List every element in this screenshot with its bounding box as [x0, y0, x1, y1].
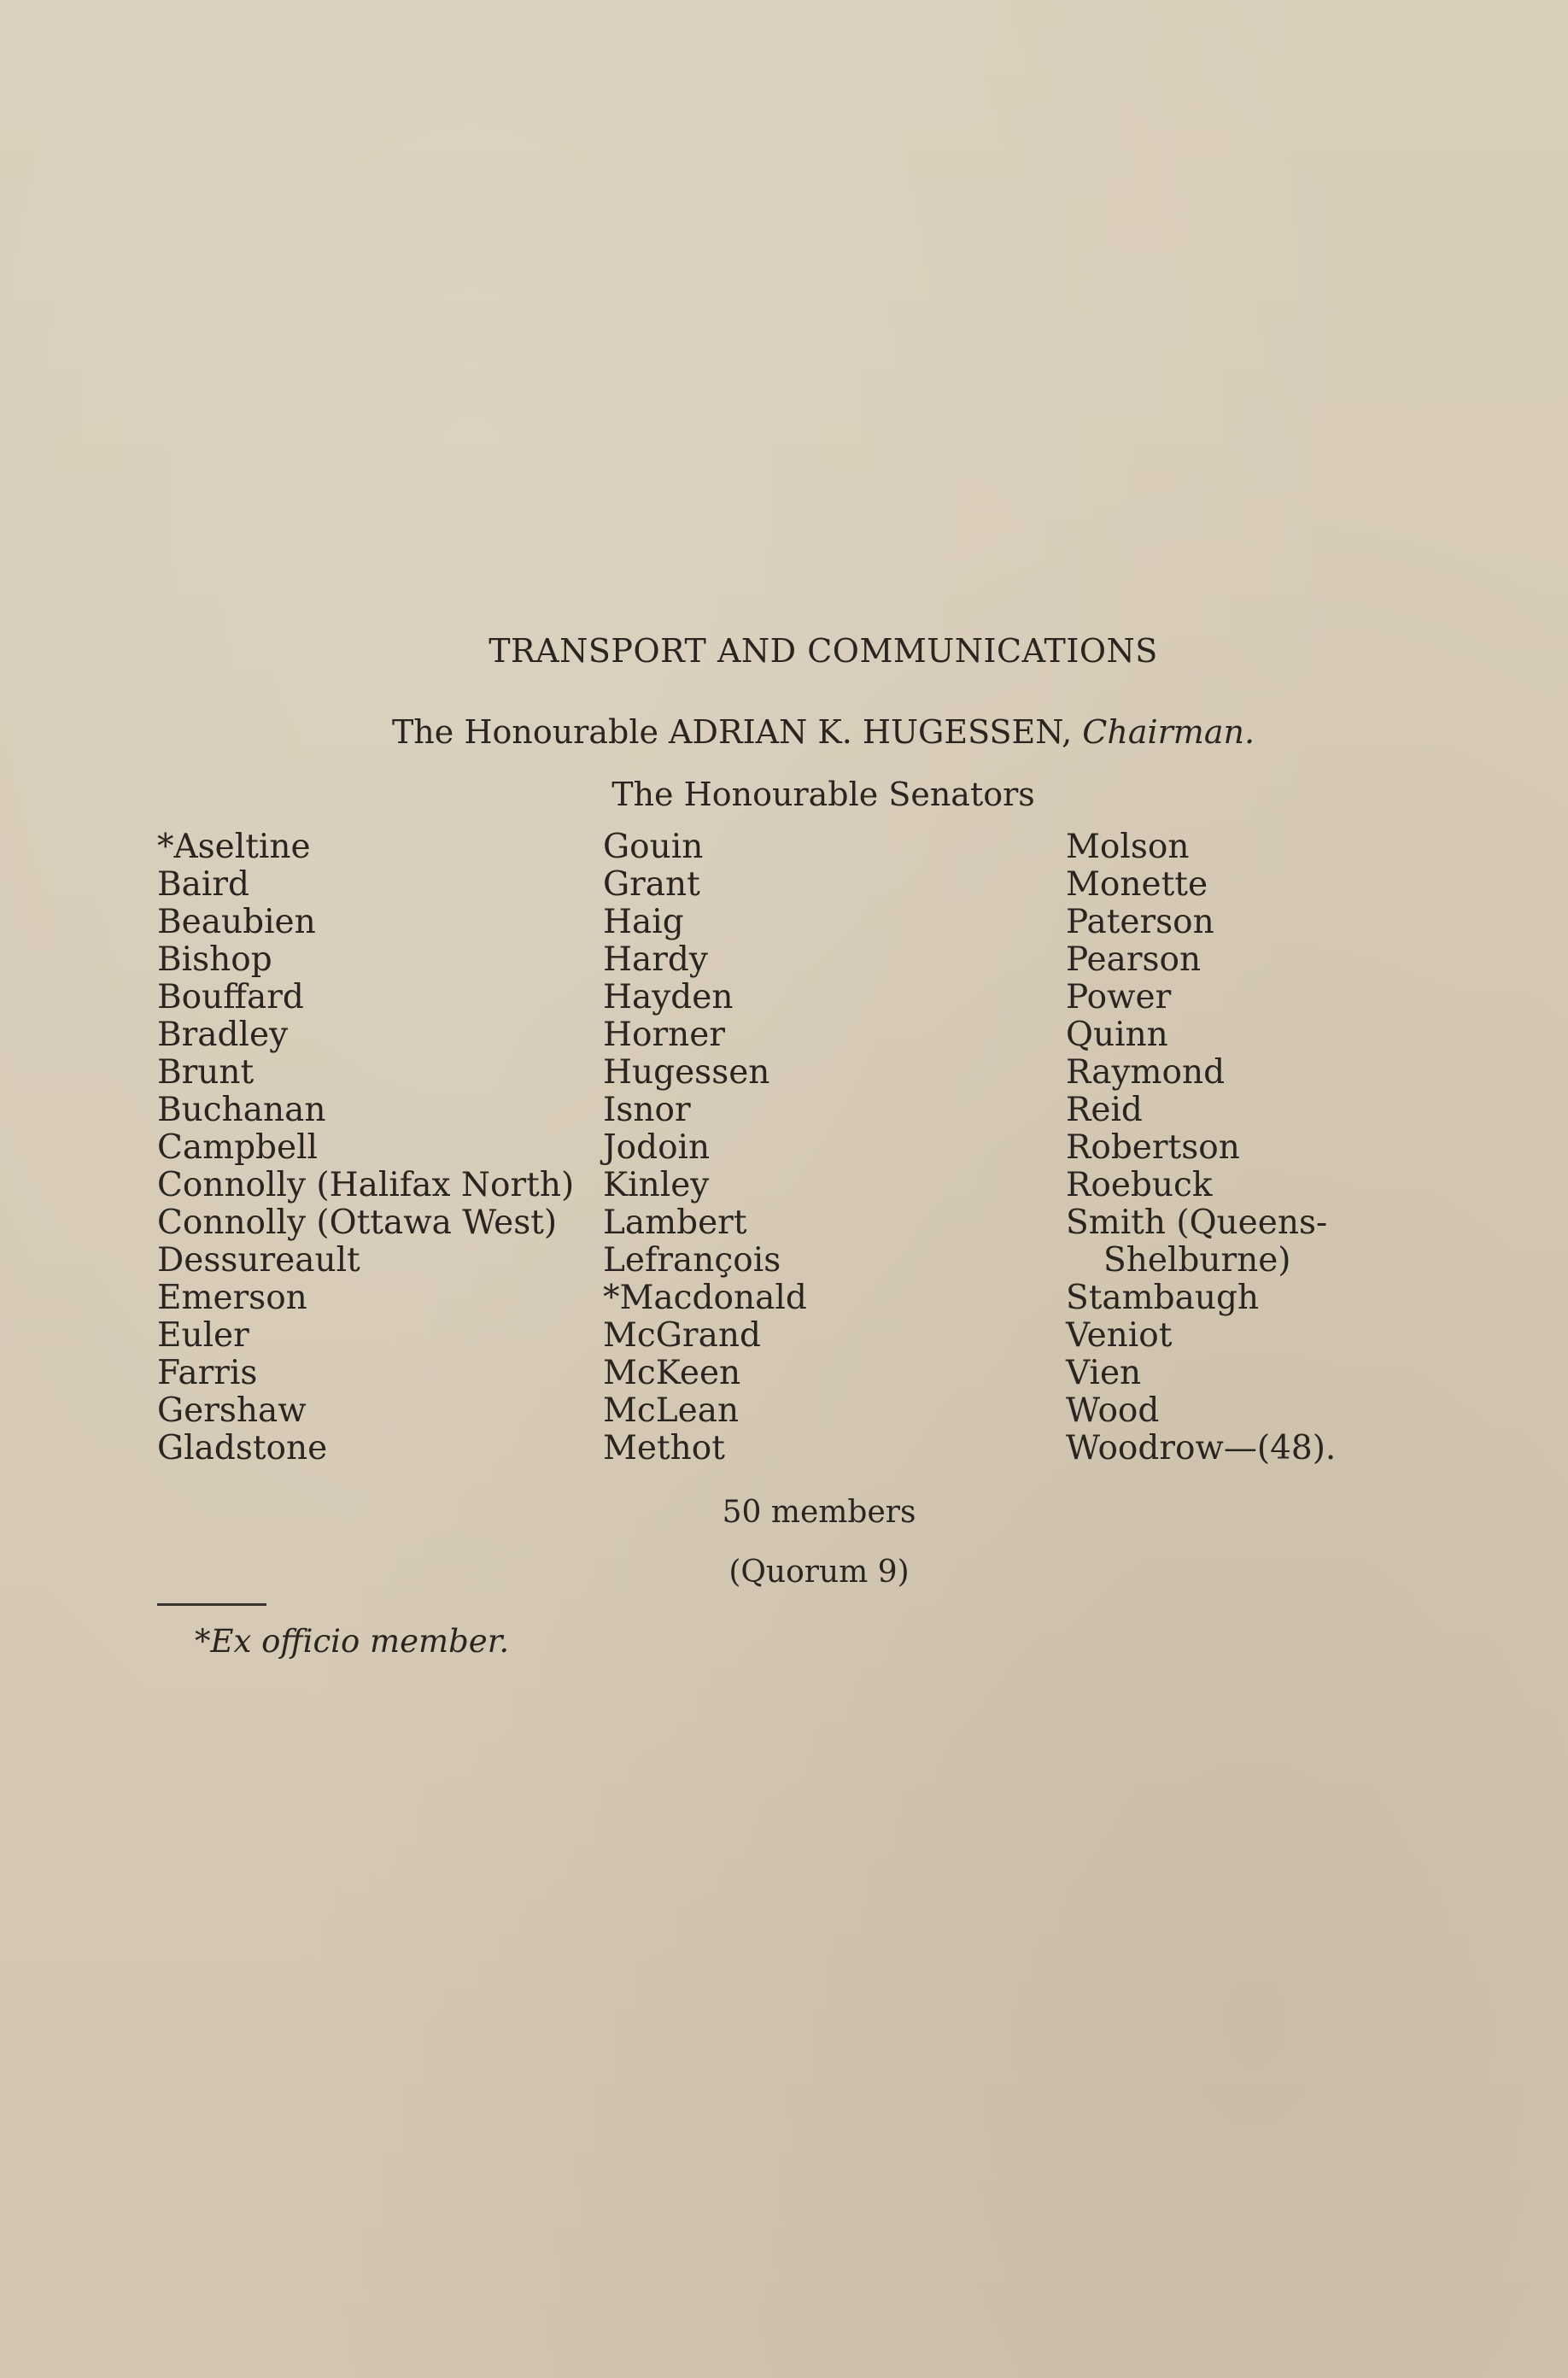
senators-column-3: [1066, 829, 1336, 1467]
senator-name: Campbell: [157, 1128, 319, 1167]
senator-name: Isnor: [603, 1091, 691, 1129]
members-count: 50 members: [722, 1495, 916, 1530]
senator-name: Hayden: [603, 978, 734, 1016]
senator-name: Quinn: [1066, 1016, 1168, 1054]
chairman-role: Chairman.: [1082, 713, 1255, 751]
senator-name: Dessureault: [157, 1241, 360, 1280]
senator-name: McGrand: [603, 1316, 761, 1355]
chairman-name: The Honourable ADRIAN K. HUGESSEN,: [391, 713, 1083, 751]
senator-name: Buchanan: [157, 1091, 326, 1129]
senator-name: Gouin: [603, 828, 704, 866]
senator-name: Lambert: [603, 1204, 747, 1242]
footnote: *Ex officio member.: [195, 1623, 510, 1660]
senator-name: McLean: [603, 1391, 740, 1430]
senator-name: Gladstone: [157, 1429, 328, 1467]
senator-name: Robertson: [1066, 1128, 1240, 1167]
senator-name: Monette: [1066, 865, 1208, 904]
quorum-note: (Quorum 9): [728, 1555, 910, 1590]
senator-name: Bouffard: [157, 978, 304, 1016]
senator-name: Brunt: [157, 1053, 255, 1092]
senators-label: The Honourable Senators: [611, 776, 1035, 813]
senator-name: Veniot: [1066, 1316, 1173, 1355]
senator-name: Grant: [603, 865, 700, 904]
senator-name: Pearson: [1066, 940, 1202, 979]
senator-name: Paterson: [1066, 903, 1214, 941]
senator-name: Stambaugh: [1066, 1279, 1260, 1317]
senator-name: Jodoin: [603, 1128, 711, 1167]
senator-name: *Macdonald: [603, 1279, 807, 1317]
senator-name: Baird: [157, 865, 249, 904]
senator-name: Raymond: [1066, 1053, 1226, 1092]
senator-name: Haig: [603, 903, 684, 941]
senator-name: Hugessen: [603, 1053, 770, 1092]
committee-title: TRANSPORT AND COMMUNICATIONS: [489, 632, 1158, 670]
senator-name: Molson: [1066, 828, 1190, 866]
senator-name: Reid: [1066, 1091, 1143, 1129]
senator-name: Hardy: [603, 940, 708, 979]
senator-name: Euler: [157, 1316, 249, 1355]
senator-name: Connolly (Halifax North): [157, 1166, 575, 1204]
senator-name: Connolly (Ottawa West): [157, 1204, 558, 1242]
senator-name: Methot: [603, 1429, 725, 1467]
senator-name-continued: Shelburne): [1103, 1241, 1291, 1280]
senator-name: Kinley: [603, 1166, 710, 1204]
senator-name: Horner: [603, 1016, 725, 1054]
senator-name: Emerson: [157, 1279, 307, 1317]
senators-column-1: [157, 829, 574, 1467]
senator-name: Beaubien: [157, 903, 316, 941]
chairman-line: [0, 713, 1568, 751]
senator-name: Smith (Queens-: [1066, 1204, 1328, 1242]
senator-name: *Aseltine: [157, 828, 311, 866]
senator-name: Roebuck: [1066, 1166, 1213, 1204]
senator-name: Power: [1066, 978, 1172, 1016]
senator-name: Farris: [157, 1354, 258, 1392]
senator-name: Lefrançois: [603, 1241, 781, 1280]
senators-column-2: [603, 829, 807, 1467]
senator-name: McKeen: [603, 1354, 741, 1392]
footnote-rule: [157, 1603, 266, 1606]
senator-name: Woodrow—(48).: [1066, 1429, 1337, 1467]
senator-name: Wood: [1066, 1391, 1160, 1430]
senator-name: Gershaw: [157, 1391, 307, 1430]
senator-name: Bishop: [157, 940, 272, 979]
senator-name: Bradley: [157, 1016, 289, 1054]
senator-name: Vien: [1066, 1354, 1142, 1392]
